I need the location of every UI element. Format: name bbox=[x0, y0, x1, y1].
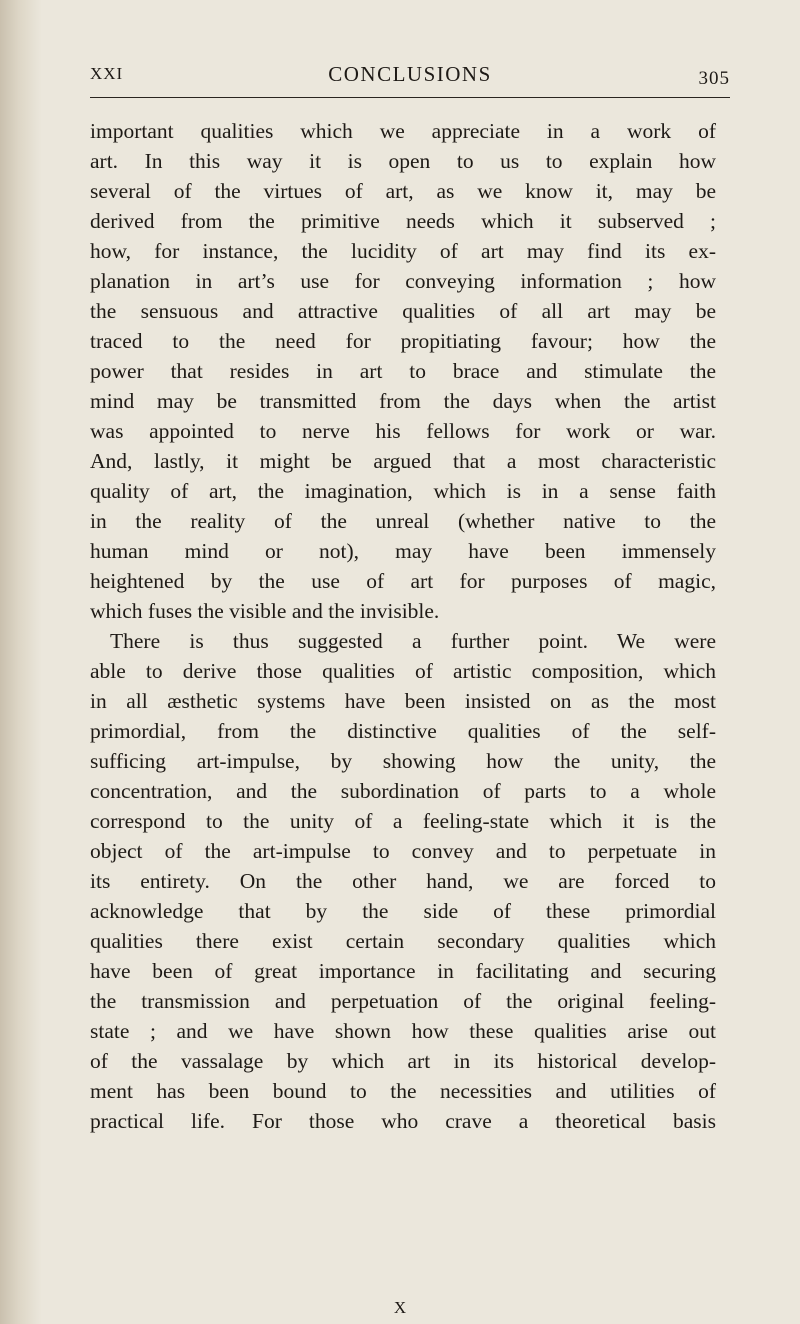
text-line: correspond to the unity of a feeling-state which it is the bbox=[90, 809, 716, 833]
text-line: of the vassalage by which art in its historical develop- bbox=[90, 1049, 716, 1073]
text-line: state ; and we have shown how these qualities arise out bbox=[90, 1019, 716, 1043]
text-line: sufficing art-impulse, by showing how the unity, the bbox=[90, 749, 716, 773]
text-line: quality of art, the imagination, which is in a sense faith bbox=[90, 479, 716, 503]
text-line: the sensuous and attractive qualities of all art may be bbox=[90, 299, 716, 323]
text-line: planation in art’s use for conveying information ; how bbox=[90, 269, 716, 293]
paragraph-start-line: There is thus suggested a further point. We were bbox=[110, 629, 716, 653]
chapter-number: XXI bbox=[90, 64, 124, 83]
text-line: in all æsthetic systems have been insisted on as the most bbox=[90, 689, 716, 713]
text-line: And, lastly, it might be argued that a most characteristic bbox=[90, 449, 716, 473]
text-line: the transmission and perpetuation of the original feeling- bbox=[90, 989, 716, 1013]
page-number: 305 bbox=[698, 68, 730, 89]
text-line: several of the virtues of art, as we know it, may be bbox=[90, 179, 716, 203]
text-line: heightened by the use of art for purposes of magic, bbox=[90, 569, 716, 593]
chapter-title: CONCLUSIONS bbox=[328, 62, 492, 86]
text-line: object of the art-impulse to convey and to perpetuate in bbox=[90, 839, 716, 863]
text-line: primordial, from the distinctive qualities of the self- bbox=[90, 719, 716, 743]
text-line: how, for instance, the lucidity of art may find its ex- bbox=[90, 239, 716, 263]
running-head bbox=[90, 62, 730, 92]
text-line: able to derive those qualities of artistic composition, which bbox=[90, 659, 716, 683]
text-line: was appointed to nerve his fellows for work or war. bbox=[90, 419, 716, 443]
text-line: traced to the need for propitiating favour; how the bbox=[90, 329, 716, 353]
text-line: its entirety. On the other hand, we are forced to bbox=[90, 869, 716, 893]
text-line: in the reality of the unreal (whether native to the bbox=[90, 509, 716, 533]
text-line: art. In this way it is open to us to explain how bbox=[90, 149, 716, 173]
paragraph-end-line: which fuses the visible and the invisible. bbox=[90, 599, 440, 623]
text-line: ment has been bound to the necessities and utilities of bbox=[90, 1079, 716, 1103]
text-line: acknowledge that by the side of these primordial bbox=[90, 899, 716, 923]
text-line: mind may be transmitted from the days when the artist bbox=[90, 389, 716, 413]
text-line: derived from the primitive needs which it subserved ; bbox=[90, 209, 716, 233]
text-line: practical life. For those who crave a theoretical basis bbox=[90, 1109, 716, 1133]
signature-mark: X bbox=[393, 1298, 407, 1317]
text-line: human mind or not), may have been immensely bbox=[90, 539, 716, 563]
text-line: have been of great importance in facilitating and securing bbox=[90, 959, 716, 983]
text-line: concentration, and the subordination of parts to a whole bbox=[90, 779, 716, 803]
text-line: power that resides in art to brace and stimulate the bbox=[90, 359, 716, 383]
header-rule bbox=[90, 97, 730, 98]
text-line: qualities there exist certain secondary qualities which bbox=[90, 929, 716, 953]
body-text bbox=[90, 116, 716, 1136]
text-line: important qualities which we appreciate in a work of bbox=[90, 119, 716, 143]
